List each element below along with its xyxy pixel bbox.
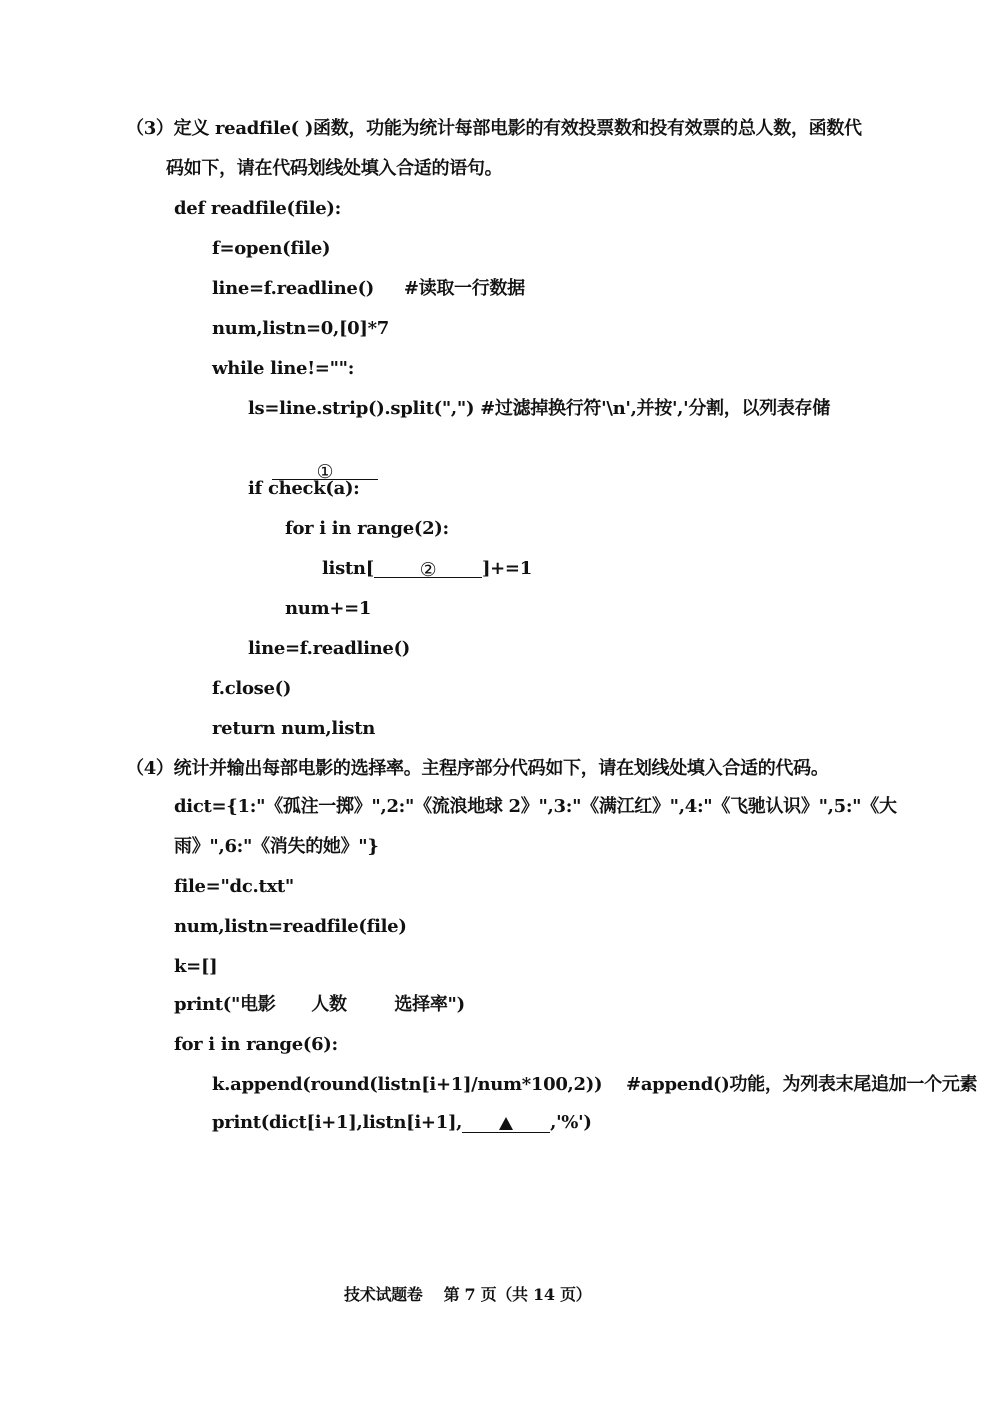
triangle-icon — [499, 1117, 513, 1130]
code-for-range-6: for i in range(6): — [174, 1034, 338, 1055]
code-file-assign: file="dc.txt" — [174, 876, 294, 897]
blank-2[interactable] — [374, 559, 482, 581]
code-open-file: f=open(file) — [212, 238, 331, 259]
code-while-loop: while line!="": — [212, 358, 355, 379]
print-prefix: print(dict[i+1],listn[i+1], — [212, 1112, 463, 1133]
code-dict-line2: 雨》",6:"《消失的她》"} — [174, 836, 379, 857]
blank-1-mark: ① — [316, 461, 334, 483]
code-dict-line1: dict={1:"《孤注一掷》",2:"《流浪地球 2》",3:"《满江红》",4:"《飞驰认识》",5:"《大 — [174, 796, 897, 817]
code-def-readfile: def readfile(file): — [174, 198, 341, 219]
code-print-result — [212, 1112, 592, 1134]
page-footer: 技术试题卷 第 7 页（共 14 页） — [344, 1285, 592, 1304]
listn-suffix: ]+=1 — [481, 558, 532, 579]
code-k-init: k=[] — [174, 956, 218, 977]
q3-intro-line2: 码如下，请在代码划线处填入合适的语句。 — [166, 158, 503, 179]
code-close-file: f.close() — [212, 678, 292, 699]
blank-triangle[interactable] — [462, 1114, 550, 1133]
print-suffix: ,'%') — [550, 1112, 592, 1133]
q3-intro-line1: （3）定义 readfile( )函数，功能为统计每部电影的有效投票数和投有效票的总人数，函数代 — [126, 118, 862, 139]
code-print-header: print("电影 人数 选择率") — [174, 994, 465, 1015]
code-listn-increment — [322, 558, 532, 580]
code-num-increment: num+=1 — [285, 598, 372, 619]
code-split-line: ls=line.strip().split(",") #过滤掉换行符'\n',并按','分割，以列表存储 — [248, 398, 830, 419]
code-readline-again: line=f.readline() — [248, 638, 410, 659]
code-readline: line=f.readline() #读取一行数据 — [212, 278, 525, 299]
code-call-readfile: num,listn=readfile(file) — [174, 916, 407, 937]
code-for-range-2: for i in range(2): — [285, 518, 449, 539]
code-init-vars: num,listn=0,[0]*7 — [212, 318, 389, 339]
q4-intro: （4）统计并输出每部电影的选择率。主程序部分代码如下，请在划线处填入合适的代码。 — [126, 758, 829, 779]
code-if-check: if check(a): — [248, 478, 360, 499]
code-return: return num,listn — [212, 718, 376, 739]
code-append: k.append(round(listn[i+1]/num*100,2)) #append()功能，为列表末尾追加一个元素 — [212, 1074, 978, 1095]
blank-2-mark: ② — [419, 559, 437, 581]
listn-prefix: listn[ — [322, 558, 374, 579]
